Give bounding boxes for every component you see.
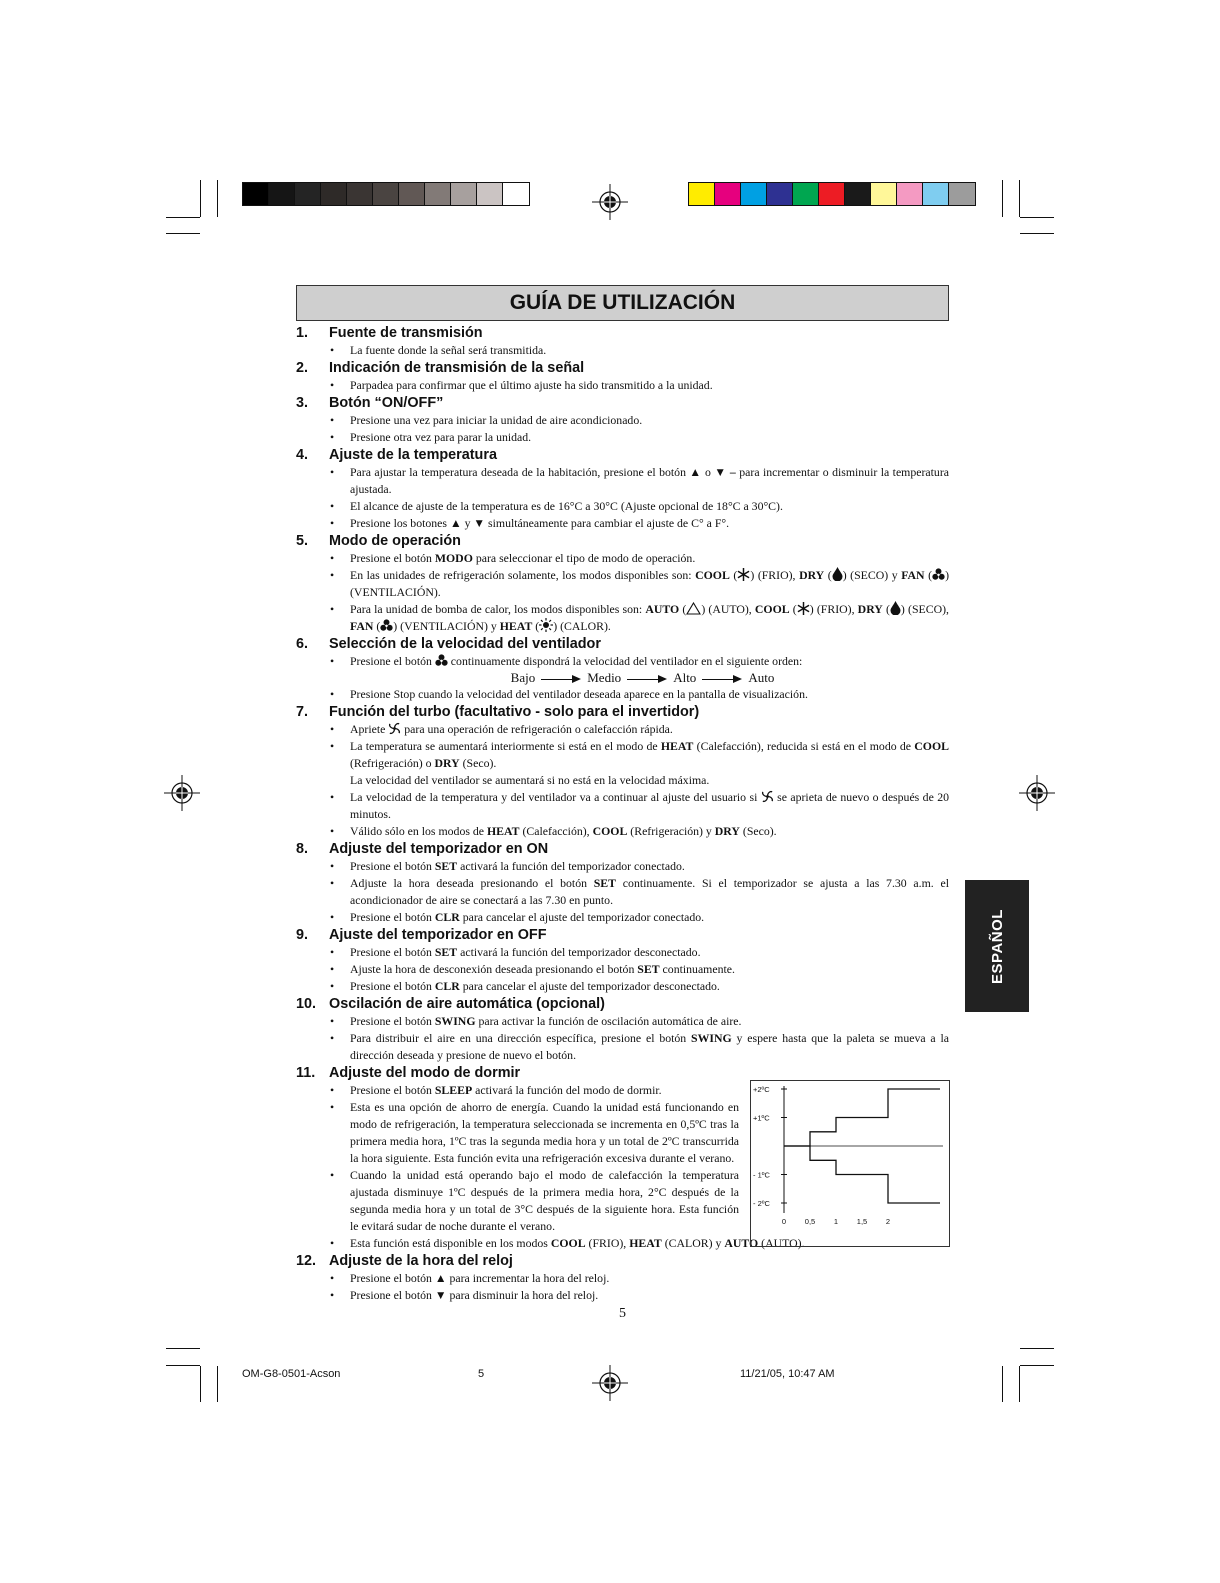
- button-name: SET: [593, 876, 617, 890]
- crop-mark: [1019, 1366, 1020, 1402]
- mode-name: DRY: [434, 756, 460, 770]
- section-title: Fuente de transmisión: [329, 325, 483, 341]
- bullet-text: La fuente donde la señal será transmitida.: [350, 343, 547, 357]
- bullet-text: activará la función del temporizador conectado.: [457, 859, 685, 873]
- section-heading: [296, 394, 949, 412]
- mode-name: DRY: [857, 602, 883, 616]
- gray-swatch: [243, 183, 269, 205]
- gray-swatch: [503, 183, 529, 205]
- section-number: 5.: [296, 533, 309, 549]
- fan-speed-auto: Auto: [748, 670, 775, 685]
- bullet-text: Presione el botón: [350, 859, 435, 873]
- bullet-text: (Calefacción), reducida si está en el modo de: [693, 739, 915, 753]
- section-title: Adjuste del modo de dormir: [329, 1065, 521, 1081]
- crop-mark: [217, 1366, 218, 1402]
- language-tab: [965, 880, 1029, 1012]
- section-number: 10.: [296, 996, 317, 1012]
- section-number: 3.: [296, 395, 309, 411]
- gray-swatch: [269, 183, 295, 205]
- section-number: 9.: [296, 927, 309, 943]
- page-title: GUÍA DE UTILIZACIÓN: [509, 291, 736, 314]
- turbo-icon: [761, 790, 774, 803]
- bullet-item: [296, 377, 949, 394]
- bullet-text: Presione otra vez para parar la unidad.: [350, 430, 532, 444]
- droplet-icon: [832, 567, 843, 581]
- bullet-text: (FRIO),: [585, 1236, 630, 1250]
- bullet-text: para seleccionar el tipo de modo de operación.: [472, 551, 696, 565]
- section-number: 2.: [296, 360, 309, 376]
- button-name: SET: [434, 945, 458, 959]
- snowflake-icon: [797, 602, 810, 615]
- bullet-item: [296, 944, 949, 961]
- mode-name: HEAT: [486, 824, 520, 838]
- arrow-right-icon: [627, 675, 667, 684]
- fan-speed-sequence: [296, 670, 949, 686]
- bullet-text: En las unidades de refrigeración solamente, los modos disponibles son:: [350, 568, 696, 582]
- bullet-item: [296, 1287, 949, 1304]
- chart-y-tick-label: - 1ºC: [753, 1170, 770, 1180]
- crop-mark: [1020, 233, 1054, 234]
- chart-y-tick-label: +1ºC: [753, 1113, 770, 1123]
- bullet-text: La velocidad del ventilador se aumentará si no está en la velocidad máxima.: [350, 773, 710, 787]
- gray-swatch: [321, 183, 347, 205]
- button-name: CLR: [434, 979, 460, 993]
- section-heading: [296, 324, 949, 342]
- bullet-text: continuamente dispondrá la velocidad del ventilador en el siguiente orden:: [447, 654, 803, 668]
- turbo-icon: [388, 722, 401, 735]
- gray-swatch: [373, 183, 399, 205]
- bullet-text: continuamente. Si el temporizador se ajusta a las 7.30 a.m. el acondicionador de aire se conectará a las 7.30 en punto.: [350, 876, 950, 907]
- crop-mark: [166, 1365, 200, 1366]
- registration-mark-icon: [592, 1365, 628, 1401]
- bullet-text: Adjuste la hora deseada presionando el botón: [350, 876, 594, 890]
- bullet-item: [296, 515, 949, 532]
- registration-mark-icon: [592, 184, 628, 220]
- bullet-text: ) (VENTILACIÓN).: [350, 568, 949, 599]
- snowflake-icon: [737, 568, 750, 581]
- button-name: CLR: [434, 910, 460, 924]
- droplet-icon: [890, 601, 901, 615]
- page-number: 5: [619, 1306, 626, 1321]
- bullet-text: se aprieta de nuevo o después de 20 minutos.: [350, 790, 949, 821]
- bullet-text: ) (CALOR).: [553, 619, 611, 633]
- bullet-item: [296, 858, 949, 875]
- gray-ramp-bar: [242, 182, 530, 206]
- bullet-item: [296, 1167, 739, 1235]
- bullet-text: Presione el botón: [350, 979, 435, 993]
- bullet-item: [296, 875, 949, 909]
- bullet-text: La temperatura se aumentará interiormente si está en el modo de: [350, 739, 661, 753]
- bullet-text: Presione el botón: [350, 1083, 435, 1097]
- bullet-text: ) (AUTO),: [701, 602, 755, 616]
- color-swatch-bar: [688, 182, 976, 206]
- bullet-item: • Para la unidad de bomba de calor, los modos disponibles son: AUTO ( ) (AUTO), COOL ( ) (FRIO), DRY ( ) (SECO), FAN ( ) (VENTILACIÓN) y HEAT ( ) (CALOR).: [296, 601, 949, 635]
- section-title: Ajuste de la temperatura: [329, 447, 497, 463]
- crop-mark: [1019, 180, 1020, 217]
- gray-swatch: [451, 183, 477, 205]
- fan-speed-low: Bajo: [510, 670, 536, 685]
- bullet-text: (Refrigeración) o: [350, 756, 435, 770]
- section-number: 1.: [296, 325, 309, 341]
- bullet-text: Presione el botón: [350, 945, 435, 959]
- section-number: 11.: [296, 1065, 316, 1081]
- mode-name: COOL: [754, 602, 790, 616]
- button-name: SLEEP: [434, 1083, 473, 1097]
- section-heading: [296, 446, 949, 464]
- bullet-text: ) (SECO) y: [842, 568, 902, 582]
- bullet-text: para activar la función de oscilación automática de aire.: [475, 1014, 742, 1028]
- mode-name: HEAT: [499, 619, 533, 633]
- bullet-text: continuamente.: [659, 962, 735, 976]
- arrow-right-icon: [702, 675, 742, 684]
- crop-mark: [166, 217, 200, 218]
- sleep-mode-chart-svg: [751, 1081, 949, 1246]
- bullet-text: Parpadea para confirmar que el último ajuste ha sido transmitido a la unidad.: [350, 378, 713, 392]
- bullet-text: ) (FRIO),: [809, 602, 858, 616]
- bullet-text: Válido sólo en los modos de: [350, 824, 487, 838]
- sleep-mode-chart: [750, 1080, 950, 1247]
- bullet-text: Presione los botones ▲ y ▼ simultáneamente para cambiar el ajuste de C° a F°.: [350, 516, 730, 530]
- bullet-text: Esta es una opción de ahorro de energía. Cuando la unidad está funcionando en modo de refrigeración, la temperatura seleccionada se incrementa en 0,5ºC tras la primera media hora, 1ºC tras la segunda media hora y un total de 2ºC transcurrida la hora siguiente. Esta función evita una refrigeración excesiva durante el verano.: [350, 1100, 739, 1165]
- bullet-text: Para ajustar la temperatura deseada de la habitación, presione el botón ▲ o ▼: [350, 465, 727, 479]
- registration-mark-icon: [164, 775, 200, 811]
- fan-icon: [380, 619, 393, 632]
- section-number: 7.: [296, 704, 309, 720]
- chart-y-tick-label: +2ºC: [753, 1085, 770, 1094]
- bullet-text: –: [726, 465, 740, 479]
- fan-icon: [932, 568, 945, 581]
- section-heading: [296, 840, 949, 858]
- bullet-text: para incrementar o disminuir la temperatura ajustada.: [350, 465, 949, 496]
- crop-mark: [1020, 217, 1054, 218]
- section-title: Indicación de transmisión de la señal: [329, 360, 585, 376]
- chart-x-tick-label: 1: [833, 1217, 839, 1226]
- section-title: Selección de la velocidad del ventilador: [329, 636, 601, 652]
- bullet-item: [296, 653, 949, 670]
- bullet-item: [296, 342, 949, 359]
- bullet-text: El alcance de ajuste de la temperatura es de 16°C a 30°C (Ajuste opcional de 18°C a 30°C).: [350, 499, 783, 513]
- mode-name: DRY: [799, 568, 825, 582]
- gray-swatch: [477, 183, 503, 205]
- crop-mark: [200, 180, 201, 217]
- color-swatch: [793, 183, 819, 205]
- color-swatch: [949, 183, 975, 205]
- button-name: MODO: [434, 551, 473, 565]
- gray-swatch: [347, 183, 373, 205]
- bullet-item: [296, 1099, 739, 1167]
- footer-page-number: 5: [478, 1368, 485, 1380]
- bullet-text: Presione el botón ▼ para disminuir la hora del reloj.: [350, 1288, 599, 1302]
- bullet-text: (Refrigeración) y: [627, 824, 715, 838]
- bullet-item: [296, 464, 949, 498]
- bullet-item: [296, 1082, 739, 1099]
- gray-swatch: [425, 183, 451, 205]
- bullet-continuation: [296, 772, 949, 789]
- mode-name: DRY: [714, 824, 740, 838]
- bullet-item: [296, 498, 949, 515]
- chart-series-heating: [784, 1146, 940, 1203]
- bullet-text: Cuando la unidad está operando bajo el modo de calefacción la temperatura ajustada disminuye 1ºC después de la primera media hora, 2°C después de la segunda media hora y un total de 3°C después de la siguiente hora. Esta función le evitará sudar de noche durante el verano.: [350, 1168, 739, 1233]
- footer-file-name: OM-G8-0501-Acson: [242, 1368, 341, 1380]
- color-swatch: [715, 183, 741, 205]
- bullet-item: [296, 789, 949, 823]
- bullet-text: Presione el botón ▲ para incrementar la hora del reloj.: [350, 1271, 610, 1285]
- bullet-item: [296, 550, 949, 567]
- chart-series-cooling: [784, 1089, 940, 1146]
- fan-icon: [435, 654, 448, 667]
- crop-mark: [200, 1366, 201, 1402]
- bullet-text: activará la función del temporizador desconectado.: [457, 945, 701, 959]
- section-title: Función del turbo (facultativo - solo para el invertidor): [329, 704, 700, 720]
- section-number: 4.: [296, 447, 309, 463]
- section-heading: [296, 359, 949, 377]
- bullet-text: Presione el botón: [350, 654, 435, 668]
- bullet-text: Presione el botón: [350, 1014, 435, 1028]
- bullet-text: La velocidad de la temperatura y del ventilador va a continuar al ajuste del usuario si: [350, 790, 761, 804]
- bullet-item: • En las unidades de refrigeración solamente, los modos disponibles son: COOL ( ) (FRIO), DRY ( ) (SECO) y FAN ( ) (VENTILACIÓN).: [296, 567, 949, 601]
- bullet-text: Presione el botón: [350, 910, 435, 924]
- bullet-item: [296, 823, 949, 840]
- registration-mark-icon: [1019, 775, 1055, 811]
- bullet-item: [296, 412, 949, 429]
- bullet-text: ) (VENTILACIÓN) y: [393, 619, 500, 633]
- mode-name: AUTO: [645, 602, 680, 616]
- chart-x-tick-label: 0,5: [804, 1217, 816, 1226]
- fan-speed-medium: Medio: [587, 670, 622, 685]
- bullet-item: [296, 686, 949, 703]
- mode-name: COOL: [592, 824, 628, 838]
- chart-x-tick-label: 1,5: [856, 1217, 868, 1226]
- bullet-item: [296, 1013, 949, 1030]
- section-number: 12.: [296, 1253, 317, 1269]
- language-tab-label: ESPAÑOL: [988, 908, 1006, 984]
- color-swatch: [871, 183, 897, 205]
- section-title: Botón “ON/OFF”: [329, 395, 444, 411]
- section-number: 6.: [296, 636, 309, 652]
- sun-icon: [539, 618, 553, 632]
- bullet-text: (AUTO).: [758, 1236, 805, 1250]
- color-swatch: [741, 183, 767, 205]
- crop-mark: [1002, 180, 1003, 217]
- mode-name: HEAT: [629, 1236, 662, 1250]
- bullet-text: Presione una vez para iniciar la unidad de aire acondicionado.: [350, 413, 643, 427]
- bullet-text: Para la unidad de bomba de calor, los modos disponibles son:: [350, 602, 646, 616]
- color-swatch: [819, 183, 845, 205]
- bullet-text: Apriete: [350, 722, 389, 736]
- crop-mark: [1020, 1348, 1054, 1349]
- color-swatch: [689, 183, 715, 205]
- bullet-item: [296, 429, 949, 446]
- button-name: SET: [637, 962, 660, 976]
- mode-name: COOL: [914, 739, 950, 753]
- button-name: SWING: [691, 1031, 732, 1045]
- bullet-item: [296, 738, 949, 772]
- bullet-text: para una operación de refrigeración o calefacción rápida.: [401, 722, 673, 736]
- section-number: 8.: [296, 841, 309, 857]
- mode-name: COOL: [695, 568, 730, 582]
- arrow-right-icon: [541, 675, 581, 684]
- mode-name: AUTO: [724, 1236, 759, 1250]
- fan-speed-high: Alto: [673, 670, 697, 685]
- section-title: Ajuste del temporizador en OFF: [329, 927, 547, 943]
- footer-timestamp: 11/21/05, 10:47 AM: [740, 1368, 835, 1380]
- bullet-text: (Seco).: [739, 824, 777, 838]
- color-swatch: [767, 183, 793, 205]
- mode-name: FAN: [350, 619, 374, 633]
- section-heading: [296, 532, 949, 550]
- bullet-text: Presione el botón: [350, 551, 435, 565]
- color-swatch: [897, 183, 923, 205]
- crop-mark: [1002, 1366, 1003, 1402]
- bullet-text: Esta función está disponible en los modos: [350, 1236, 551, 1250]
- bullet-item: [296, 978, 949, 995]
- bullet-text: para cancelar el ajuste del temporizador conectado.: [459, 910, 705, 924]
- button-name: SWING: [434, 1014, 476, 1028]
- mode-name: COOL: [550, 1236, 586, 1250]
- bullet-item: [296, 1030, 949, 1064]
- bullet-text: Presione Stop cuando la velocidad del ventilador deseada aparece en la pantalla de visualización.: [350, 687, 808, 701]
- button-name: SET: [434, 859, 458, 873]
- bullet-text: (Seco).: [459, 756, 497, 770]
- crop-mark: [217, 180, 218, 217]
- bullet-text: activará la función del modo de dormir.: [472, 1083, 662, 1097]
- bullet-text: Ajuste la hora de desconexión deseada presionando el botón: [350, 962, 638, 976]
- chart-y-tick-label: - 2ºC: [753, 1199, 770, 1208]
- section-heading: [296, 995, 949, 1013]
- bullet-item: [296, 1270, 949, 1287]
- section-title: Modo de operación: [329, 533, 461, 549]
- bullet-item: [296, 721, 949, 738]
- crop-mark: [1020, 1365, 1054, 1366]
- color-swatch: [923, 183, 949, 205]
- mode-name: HEAT: [660, 739, 694, 753]
- crop-mark: [166, 233, 200, 234]
- mode-name: FAN: [901, 568, 925, 582]
- gray-swatch: [399, 183, 425, 205]
- bullet-text: Para distribuir el aire en una dirección específica, presione el botón: [350, 1031, 692, 1045]
- section-title: Adjuste de la hora del reloj: [329, 1253, 513, 1269]
- bullet-item: [296, 961, 949, 978]
- section-heading: [296, 1252, 949, 1270]
- bullet-text: (CALOR) y: [661, 1236, 725, 1250]
- section-title: Oscilación de aire automática (opcional): [329, 996, 605, 1012]
- auto-triangle-icon: [686, 602, 701, 615]
- crop-mark: [166, 1348, 200, 1349]
- bullet-text: ) (FRIO),: [750, 568, 800, 582]
- section-heading: [296, 926, 949, 944]
- bullet-text: (Calefacción),: [519, 824, 593, 838]
- section-heading: [296, 703, 949, 721]
- gray-swatch: [295, 183, 321, 205]
- chart-x-tick-label: 2: [885, 1217, 891, 1226]
- section-heading: [296, 635, 949, 653]
- bullet-text: (SECO),: [908, 602, 949, 616]
- chart-x-tick-label: 0: [781, 1217, 787, 1226]
- color-swatch: [845, 183, 871, 205]
- section-title: Adjuste del temporizador en ON: [329, 841, 549, 857]
- bullet-item: [296, 909, 949, 926]
- bullet-text: para cancelar el ajuste del temporizador desconectado.: [459, 979, 720, 993]
- bullet-text: y espere hasta que la paleta se mueva a la dirección deseada y presione de nuevo el botón.: [350, 1031, 949, 1062]
- page-title-box: [296, 285, 949, 321]
